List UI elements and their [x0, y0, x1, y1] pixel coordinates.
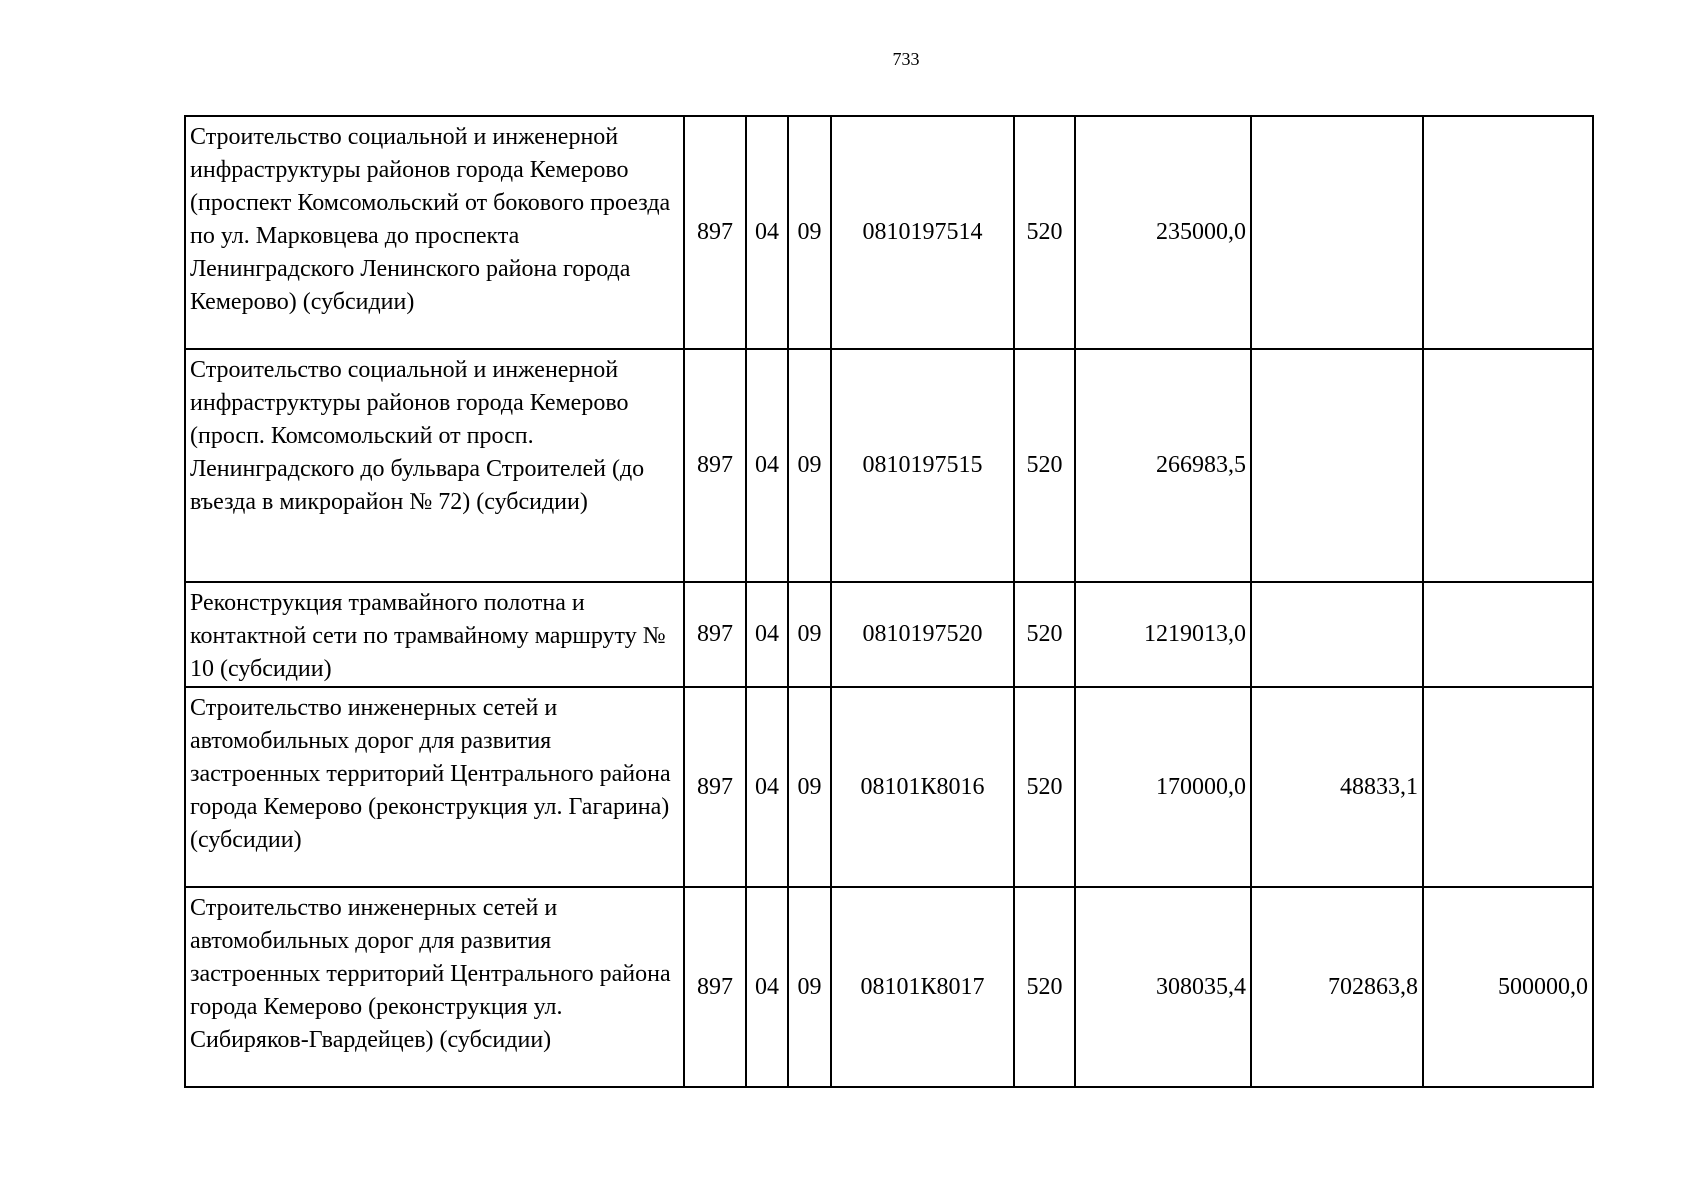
- expense-type-code: 520: [1014, 116, 1075, 349]
- table-row: [185, 887, 1593, 1087]
- subsection-code: 09: [788, 116, 831, 349]
- table-row: [185, 687, 1593, 887]
- row-description: Строительство социальной и инженерной инфраструктуры районов города Кемерово (просп. Комсомольский от просп. Ленинградского до бульвара Строителей (до въезда в микрорайон № 72) (субсидии): [185, 349, 684, 582]
- amount-year-3: 500000,0: [1423, 887, 1593, 1087]
- target-article-code: 0810197515: [831, 349, 1014, 582]
- amount-year-2: [1251, 116, 1423, 349]
- page-number: 733: [892, 49, 920, 69]
- amount-year-1: 1219013,0: [1075, 582, 1251, 687]
- ministry-code: 897: [684, 116, 746, 349]
- target-article-code: 08101К8016: [831, 687, 1014, 887]
- row-description: Реконструкция трамвайного полотна и контактной сети по трамвайному маршруту № 10 (субсидии): [185, 582, 684, 687]
- section-code: 04: [746, 687, 788, 887]
- amount-year-1: 308035,4: [1075, 887, 1251, 1087]
- amount-year-1: 235000,0: [1075, 116, 1251, 349]
- subsection-code: 09: [788, 582, 831, 687]
- budget-table: [184, 115, 1594, 1088]
- subsection-code: 09: [788, 349, 831, 582]
- expense-type-code: 520: [1014, 687, 1075, 887]
- target-article-code: 08101К8017: [831, 887, 1014, 1087]
- ministry-code: 897: [684, 582, 746, 687]
- row-description: Строительство инженерных сетей и автомобильных дорог для развития застроенных территорий Центрального района города Кемерово (реконструкция ул. Сибиряков-Гвардейцев) (субсидии): [185, 887, 684, 1087]
- amount-year-3: [1423, 582, 1593, 687]
- ministry-code: 897: [684, 687, 746, 887]
- table-row: [185, 116, 1593, 349]
- amount-year-3: [1423, 687, 1593, 887]
- section-code: 04: [746, 116, 788, 349]
- expense-type-code: 520: [1014, 582, 1075, 687]
- target-article-code: 0810197520: [831, 582, 1014, 687]
- amount-year-3: [1423, 349, 1593, 582]
- target-article-code: 0810197514: [831, 116, 1014, 349]
- amount-year-2: [1251, 582, 1423, 687]
- section-code: 04: [746, 349, 788, 582]
- ministry-code: 897: [684, 349, 746, 582]
- expense-type-code: 520: [1014, 887, 1075, 1087]
- section-code: 04: [746, 887, 788, 1087]
- section-code: 04: [746, 582, 788, 687]
- amount-year-2: 702863,8: [1251, 887, 1423, 1087]
- subsection-code: 09: [788, 887, 831, 1087]
- amount-year-2: [1251, 349, 1423, 582]
- ministry-code: 897: [684, 887, 746, 1087]
- expense-type-code: 520: [1014, 349, 1075, 582]
- amount-year-3: [1423, 116, 1593, 349]
- table-row: [185, 582, 1593, 687]
- amount-year-2: 48833,1: [1251, 687, 1423, 887]
- amount-year-1: 266983,5: [1075, 349, 1251, 582]
- subsection-code: 09: [788, 687, 831, 887]
- table-row: [185, 349, 1593, 582]
- amount-year-1: 170000,0: [1075, 687, 1251, 887]
- row-description: Строительство инженерных сетей и автомобильных дорог для развития застроенных территорий Центрального района города Кемерово (реконструкция ул. Гагарина) (субсидии): [185, 687, 684, 887]
- row-description: Строительство социальной и инженерной инфраструктуры районов города Кемерово (проспект Комсомольский от бокового проезда по ул. Марковцева до проспекта Ленинградского Ленинского района города Кемерово) (субсидии): [185, 116, 684, 349]
